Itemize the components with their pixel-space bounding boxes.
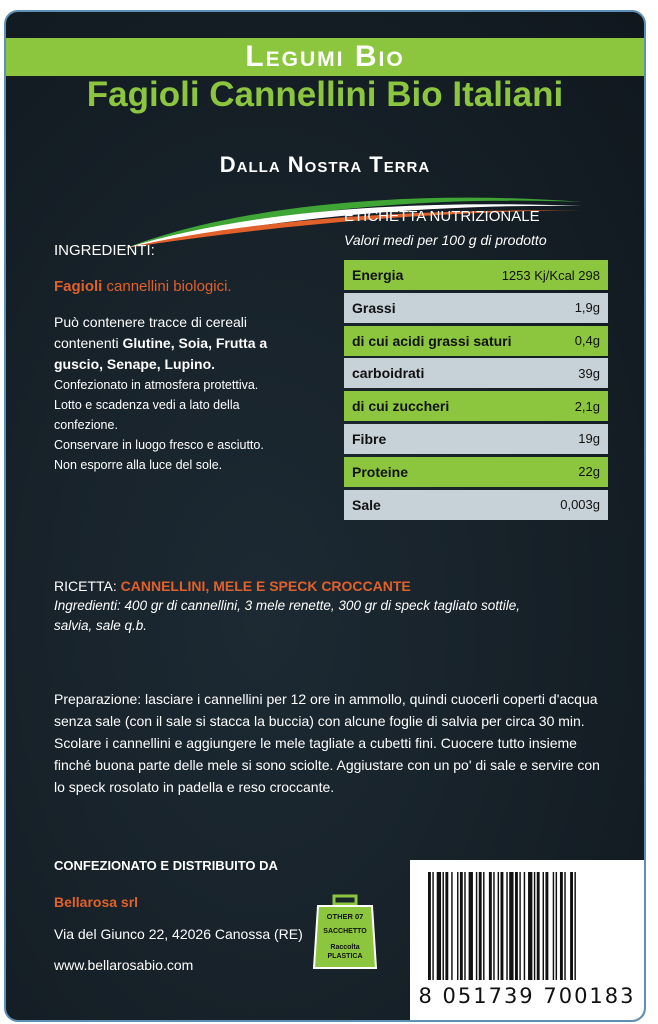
nutrition-row-energy — [344, 260, 608, 290]
distributor-address: Via del Giunco 22, 42026 Canossa (RE) — [54, 926, 303, 942]
barcode-bar — [528, 872, 532, 980]
product-title — [6, 75, 644, 114]
barcode-bar — [479, 872, 482, 980]
barcode — [410, 860, 644, 1020]
nutrition-value: 0,4g — [574, 333, 600, 349]
nutrition-label: Energia — [352, 267, 404, 283]
barcode-bar — [543, 872, 544, 980]
ingredients-main-bold: Fagioli — [54, 278, 103, 295]
nutrition-row-saturated — [344, 326, 608, 356]
allergen-list: Glutine, Soia, Frutta a guscio, Senape, Lupino. — [54, 335, 268, 372]
barcode-bar — [501, 872, 504, 980]
nutrition-label: Proteine — [352, 463, 409, 480]
barcode-bar — [509, 872, 513, 980]
product-label — [4, 10, 646, 1022]
nutrition-value: 1253 Kj/Kcal 298 — [501, 267, 600, 283]
recycling-material: PLASTICA — [327, 953, 363, 960]
ingredients-main-rest: cannellini biologici. — [102, 278, 232, 295]
recipe-heading — [54, 578, 594, 594]
recycling-badge — [310, 892, 380, 972]
barcode-bar — [432, 872, 433, 980]
barcode-bar — [489, 872, 492, 980]
barcode-bar — [553, 872, 554, 980]
allergen-intro: Può contenere tracce di cereali contenenti — [54, 314, 247, 351]
recipe-section — [54, 578, 594, 636]
barcode-bar — [556, 872, 557, 980]
recycling-collect: Raccolta — [330, 944, 360, 951]
barcode-bar — [560, 872, 563, 980]
barcode-bar — [537, 872, 540, 980]
allergen-warning — [54, 312, 304, 375]
barcode-bar — [476, 872, 477, 980]
barcode-bar — [457, 872, 458, 980]
storage-note: Conservare in luogo fresco e asciutto. — [54, 438, 264, 452]
category-title: Legumi Bio — [245, 40, 405, 73]
barcode-bar — [493, 872, 494, 980]
product-subtitle: Dalla Nostra Terra — [219, 152, 431, 177]
ingredients-main — [54, 278, 232, 295]
product-title-text: Fagioli Cannellini Bio Italiani — [86, 75, 564, 114]
nutrition-row-fibre — [344, 424, 608, 454]
barcode-bar — [519, 872, 520, 980]
nutrition-label: di cui zuccheri — [352, 398, 450, 415]
nutrition-value: 22g — [578, 464, 600, 480]
nutrition-label: Grassi — [352, 299, 396, 316]
barcode-bar — [574, 872, 575, 980]
barcode-bar — [545, 872, 548, 980]
barcode-bar — [469, 872, 473, 980]
distributor-heading: CONFEZIONATO E DISTRIBUITO DA — [54, 858, 278, 873]
barcode-bar — [437, 872, 441, 980]
nutrition-value: 0,003g — [560, 497, 600, 513]
lot-note: Lotto e scadenza vedi a lato della confezione. — [54, 398, 240, 432]
nutrition-subtitle: Valori medi per 100 g di prodotto — [344, 232, 547, 248]
barcode-bar — [428, 872, 431, 980]
nutrition-table — [344, 260, 608, 522]
nutrition-value: 39g — [578, 365, 600, 381]
nutrition-label: carboidrati — [352, 365, 425, 382]
distributor-website[interactable]: www.bellarosabio.com — [54, 957, 194, 973]
barcode-bar — [483, 872, 484, 980]
recipe-ingredients-text: 400 gr di cannellini, 3 mele renette, 300 gr di speck tagliato sottile, salvia, sale q.b. — [54, 598, 521, 633]
nutrition-row-sugars — [344, 391, 608, 421]
nutrition-row-protein — [344, 457, 608, 487]
barcode-bar — [570, 872, 573, 980]
nutrition-value: 2,1g — [574, 398, 600, 414]
recycling-code: OTHER 07 — [326, 912, 364, 921]
ingredients-notes — [54, 312, 304, 475]
packaging-note: Confezionato in atmosfera protettiva. — [54, 378, 259, 392]
recycling-item: SACCHETTO — [323, 928, 367, 935]
nutrition-value: 19g — [578, 431, 600, 447]
category-band — [6, 38, 644, 76]
barcode-bar — [534, 872, 535, 980]
barcode-number: 8 051739 700183 — [418, 984, 636, 1008]
recipe-preparation: Preparazione: lasciare i cannellini per 12 ore in ammollo, quindi cuocerli coperti d'acqua senza sale (con il sale si stacca la buccia) con alcune foglie di salvia per circa 30 min. Scolare i cannellini e aggiungere le mele tagliate a cubetti fini. Cuocere tutto insieme finché buona parte delle mele si sono sciolte. Aggiustare con un po' di sale e servire con lo speck rosolato in padella e reso croccante. — [54, 691, 600, 795]
nutrition-row-carbs — [344, 358, 608, 388]
barcode-bars-icon — [426, 872, 626, 984]
nutrition-row-fat — [344, 293, 608, 323]
barcode-bar — [451, 872, 452, 980]
distributor-name: Bellarosa srl — [54, 894, 139, 910]
sun-note: Non esporre alla luce del sole. — [54, 458, 223, 472]
recipe-ingredients-label: Ingredienti: — [54, 598, 121, 613]
nutrition-row-salt — [344, 490, 608, 520]
barcode-bar — [464, 872, 465, 980]
barcode-bar — [506, 872, 507, 980]
nutrition-label: Sale — [352, 496, 381, 513]
barcode-bar — [515, 872, 518, 980]
recipe-label: RICETTA: — [54, 578, 121, 594]
nutrition-label: Fibre — [352, 430, 387, 447]
barcode-bar — [524, 872, 525, 980]
nutrition-title: ETICHETTA NUTRIZIONALE — [344, 208, 540, 225]
barcode-bar — [498, 872, 499, 980]
barcode-bar — [460, 872, 463, 980]
nutrition-label: di cui acidi grassi saturi — [352, 332, 512, 349]
recipe-ingredients — [54, 596, 534, 636]
barcode-bar — [564, 872, 565, 980]
recipe-title: CANNELLINI, MELE E SPECK CROCCANTE — [120, 578, 411, 594]
ingredients-title: INGREDIENTI: — [54, 242, 155, 259]
nutrition-value: 1,9g — [574, 300, 600, 316]
barcode-bar — [443, 872, 444, 980]
barcode-bar — [445, 872, 448, 980]
